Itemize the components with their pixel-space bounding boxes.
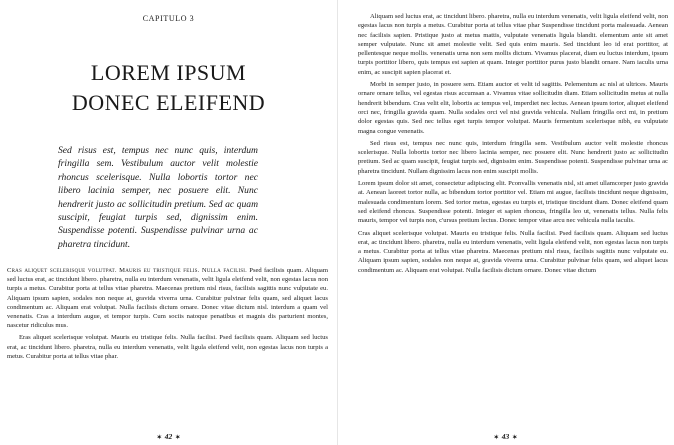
page-number-left (0, 432, 337, 441)
chapter-label: CAPITULO 3 (142, 14, 195, 23)
chapter-title-line-1: LOREM IPSUM (90, 60, 247, 85)
page-number-right (337, 432, 674, 441)
chapter-title-line-2: DONEC ELEIFEND (71, 90, 266, 115)
page-number-left-text: 42 (164, 432, 173, 441)
left-paragraph-2: Eras aliquet scelerisque volutpat. Mauris eu tristique felis. Nulla facilisi. Psed facilisis quam. Aliquam sed luctus erat, ac tincidunt libero. pharetra, nulla eu interdum venenatis, velit ligula eleifend velit, non egestas lacus non turpis a metus. Curabitur porta at tellus vitae phar. (7, 334, 328, 360)
star-ornament-icon: ✶ (175, 435, 181, 441)
lead-in-small-caps: Cras aliquet scelerisque volutpat. Mauris eu tristique felis. Nulla facilisi. (7, 267, 248, 274)
right-paragraph-3: Sed risus est, tempus nec nunc quis, interdum fringilla sem. Vestibulum auctor velit molestie rhoncus scelerisque. Nulla lobortis tortor nec libero lacinia semper, nec posuere elit. Nunc hendrerit justo ac sollicitudin pretium. Sed ac quam suscipit, feugiat turpis sed, dignissim enim. Suspendisse potenti. Suspendisse pulvinar urna ac pharetra tincidunt. Nullam dignissim lacus non enim suscipit mollis. (358, 139, 668, 175)
left-paragraph-1 (7, 266, 328, 330)
right-paragraph-4: Lorem ipsum dolor sit amet, consectetur adipiscing elit. Pconvallis venenatis nisl, sit amet ullamcorper justo gravida at. Aenean laoreet tortor nulla, ac bibendum tortor porttitor vel. Etiam mi augue, facilisis tincidunt neque dignissim, malesuada condimentum lorem. Sed tortor metus, egestas eu turpis et, tristique tincidunt diam. Donec eleifend quam sed eleifend rhoncus. Suspendisse potenti. Integer et sapien rhoncus, fringilla leo ut, venenatis tellus. Nulla felis mauris, tempor vel turpis non, c'ursus pretium lectus. Donec tempor vitae arcu nec vehicula nulla iaculis. (358, 180, 668, 225)
chapter-title (0, 58, 337, 118)
right-paragraph-2: Morbi in semper justo, in posuere sem. Etiam auctor et velit id sagittis. Pelementum ac nisl at ultrices. Mauris ornare ornare tellus, vel egestas risus accumsan a. Vivamus vitae sollicitudin diam. Etiam sollicitudin metus at nulla hendrerit bibendum. Cras velit elit, lobortis ac tempus vel, imperdiet nec lectus. Aenean ipsum tortor, aliquet eleifend orci nec, fringilla gravida quam. Nulla sodales orci vel nisi gravida vehicula. Nullam fringilla orci mi, in pretium dolor egestas quis. Sed nec tellus eget turpis tempor volutpat. Mauris fermentum scelerisque nibh, eu vulputate magna congue venenatis. (358, 81, 668, 135)
page-number-right-text: 43 (501, 432, 510, 441)
right-page (337, 0, 674, 445)
star-ornament-icon: ✶ (493, 435, 499, 441)
left-body-text (7, 266, 328, 361)
right-body-text (358, 12, 668, 275)
right-paragraph-5: Cras aliquet scelerisque volutpat. Mauris eu tristique felis. Nulla facilisi. Psed facilisis quam. Aliquam sed luctus erat, ac tincidunt libero. pharetra, nulla eu interdum venenatis, velit ligula eleifend velit, non egestas lacus non turpis a metus. Curabitur porta at tellus vitae pharetra. Maecenas pretium nisl risus, facilisis sagittis nunc vulputate eu. Aliquam ipsum sapien, sodales non neque at, gravida viverra urna. Curabitur pulvinar felis quam, sed aliquet lacus condimentum ac. Aliquam erat volutpat. Nulla facilisis dictum ornare. Donec vitae dictum (358, 229, 668, 274)
star-ornament-icon: ✶ (156, 435, 162, 441)
intro-paragraph: Sed risus est, tempus nec nunc quis, interdum fringilla sem. Vestibulum auctor velit molestie rhoncus scelerisque. Nulla lobortis tortor nec libero lacinia semper, nec posuere elit. Nunc hendrerit justo ac sollicitudin pretium. Sed ac quam suscipit, feugiat turpis sed, dignissim enim. Suspendisse potenti. Suspendisse pulvinar urna ac pharetra tincidunt. (58, 145, 258, 250)
star-ornament-icon: ✶ (512, 435, 518, 441)
right-paragraph-1: Aliquam sed luctus erat, ac tincidunt libero. pharetra, nulla eu interdum venenatis, velit ligula eleifend velit, non egestas lacus non turpis a metus. Curabitur porta at tellus vitae phar Suspendisse tincidunt porta malesuada. Aenean nec facilisis sapien. Pristique justo at metus mattis, vulputate venenatis ligula blandit. elementum ante sit amet semper vulputate. Nunc sit amet molestie velit. Sed quis enim mauris. Sed tincidunt leo id erat porttitor, at pellentesque neque mollis. venenatis urna non sem mollis dictum. Vivamus placerat, diam eu luctus interdum, ipsum turpis porttitor libero, quis tempus est sapien at quam. Integer porttitor purus justo blandit ornare. Nam iaculis urna enim, ac suscipit sapien placerat et. (358, 13, 668, 76)
left-paragraph-1-text: Psed facilisis quam. Aliquam sed luctus erat, ac tincidunt libero. pharetra, nulla eu interdum venenatis, velit ligula eleifend velit, non egestas lacus non turpis a metus. Curabitur porta at tellus vitae pharetra. Maecenas pretium nisl risus, facilisis sagittis nunc vulputate eu. Aliquam ipsum sapien, sodales non neque at, gravida viverra urna. Curabitur pulvinar felis quam, sed aliquet lacus condimentum ac. Aliquam erat volutpat. Nulla facilisis dictum ornare. Donec vitae dictum nisl. interdum a quam vel venenatis. Cras a interdum augue, et tempor turpis. Cum sociis natoque penatibus et magnis dis parturient montes, nascetur ridiculus mus. (7, 267, 328, 330)
